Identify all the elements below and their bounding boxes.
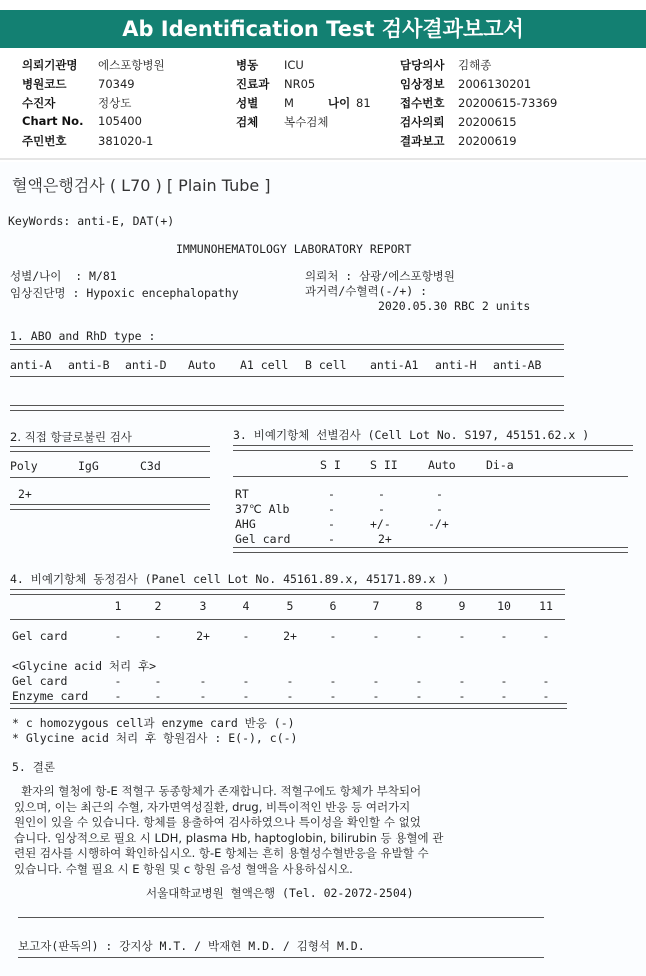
header-field: 의뢰기관명 에스포항병원 bbox=[22, 58, 165, 72]
panel-col-header: 2 bbox=[154, 599, 162, 613]
panel-cell: - bbox=[415, 629, 423, 643]
screen-cell: 2+ bbox=[378, 532, 392, 546]
panel-title: 4. 비예기항체 동정검사 (Panel cell Lot No. 45161.89.x, 45171.89.x ) bbox=[10, 572, 450, 586]
double-rule bbox=[10, 703, 567, 709]
header-field: 결과보고 20200619 bbox=[400, 134, 517, 148]
glycine-cell: - bbox=[242, 689, 250, 703]
note: * Glycine acid 처리 후 항원검사 : E(-), c(-) bbox=[12, 731, 298, 745]
panel-cell: - bbox=[242, 629, 250, 643]
abo-col: anti-AB bbox=[493, 358, 542, 372]
screen-cell: - bbox=[436, 502, 443, 516]
abo-title: 1. ABO and RhD type : bbox=[10, 329, 156, 343]
screen-row-name: Gel card bbox=[235, 532, 291, 546]
conclusion-line: 습니다. 임상적으로 필요 시 LDH, plasma Hb, haptoglobin, bilirubin 등 용혈에 관 bbox=[14, 830, 444, 845]
sex-age: 성별/나이 : M/81 bbox=[10, 269, 117, 283]
glycine-cell: - bbox=[329, 674, 337, 688]
panel-col-header: 8 bbox=[415, 599, 423, 613]
dat-value: 2+ bbox=[18, 487, 32, 501]
panel-col-header: 10 bbox=[497, 599, 511, 613]
rule bbox=[18, 957, 544, 958]
glycine-cell: - bbox=[372, 689, 380, 703]
lab-title: IMMUNOHEMATOLOGY LABORATORY REPORT bbox=[176, 242, 412, 256]
header-field: 접수번호 20200615-73369 bbox=[400, 96, 558, 110]
transfusion-history-value: 2020.05.30 RBC 2 units bbox=[378, 299, 531, 313]
screen-row-name: 37℃ Alb bbox=[235, 502, 290, 516]
header-field: 병동 ICU bbox=[236, 58, 304, 72]
screen-col: S II bbox=[370, 458, 398, 472]
panel-col-header: 11 bbox=[539, 599, 553, 613]
panel-col-header: 4 bbox=[242, 599, 250, 613]
abo-col: A1 cell bbox=[240, 358, 289, 372]
dat-col: Poly bbox=[10, 459, 38, 473]
glycine-cell: - bbox=[199, 674, 207, 688]
panel-col-header: 1 bbox=[114, 599, 122, 613]
glycine-cell: - bbox=[114, 689, 122, 703]
panel-col-header: 9 bbox=[458, 599, 466, 613]
rule bbox=[10, 376, 564, 377]
header-field: 병원코드 70349 bbox=[22, 77, 135, 91]
header-field: 임상정보 2006130201 bbox=[400, 77, 532, 91]
glycine-cell: - bbox=[500, 689, 508, 703]
conclusion-line: 원인이 있을 수 있습니다. 항체를 용출하여 검사하였으나 특이성을 확인할 수 없었 bbox=[14, 815, 421, 829]
abo-col: anti-B bbox=[68, 358, 110, 372]
header-field: 검체 복수검체 bbox=[236, 115, 329, 129]
double-rule bbox=[10, 344, 564, 350]
transfusion-history: 과거력/수혈력(-/+) : bbox=[305, 284, 428, 298]
glycine-cell: - bbox=[542, 674, 550, 688]
glycine-cell: - bbox=[286, 689, 294, 703]
screen-cell: - bbox=[328, 502, 335, 516]
header-field: 담당의사 김해종 bbox=[400, 58, 492, 72]
dat-col: C3d bbox=[140, 459, 161, 473]
panel-cell: - bbox=[372, 629, 380, 643]
double-rule bbox=[10, 504, 210, 510]
reporter: 보고자(판독의) : 강지상 M.T. / 박재현 M.D. / 김형석 M.D. bbox=[18, 939, 365, 953]
glycine-cell: - bbox=[458, 689, 466, 703]
clinical-diagnosis: 임상진단명 : Hypoxic encephalopathy bbox=[10, 286, 239, 300]
rule bbox=[10, 619, 565, 620]
rule bbox=[233, 476, 628, 477]
glycine-cell: - bbox=[154, 674, 162, 688]
glycine-cell: - bbox=[199, 689, 207, 703]
glycine-cell: - bbox=[415, 689, 423, 703]
screen-col: S I bbox=[320, 458, 341, 472]
panel-cell: - bbox=[500, 629, 508, 643]
panel-col-header: 7 bbox=[372, 599, 380, 613]
screen-cell: - bbox=[328, 532, 335, 546]
conclusion-line: 련된 검사를 시행하여 확인하십시오. 항-E 항체는 흔히 용혈성수혈반응을 유발할 수 bbox=[14, 846, 429, 860]
referral: 의뢰처 : 삼광/에스포항병원 bbox=[305, 269, 455, 283]
double-rule bbox=[233, 445, 633, 451]
glycine-cell: - bbox=[500, 674, 508, 688]
rule bbox=[10, 477, 210, 478]
header-field: 나이 81 bbox=[328, 96, 371, 110]
screen-cell: - bbox=[378, 487, 385, 501]
glycine-row-name: Gel card bbox=[12, 674, 68, 688]
screen-col: Di-a bbox=[486, 458, 514, 472]
screen-cell: - bbox=[436, 487, 443, 501]
header-field: 성별 M bbox=[236, 96, 294, 110]
report-title: Ab Identification Test 검사결과보고서 bbox=[0, 10, 646, 48]
dat-title: 2. 직접 항글로불린 검사 bbox=[10, 430, 132, 444]
panel-col-header: 3 bbox=[199, 599, 207, 613]
header-field: 주민번호 381020-1 bbox=[22, 134, 154, 148]
screen-row-name: AHG bbox=[235, 517, 256, 531]
abo-col: anti-A1 bbox=[370, 358, 419, 372]
panel-cell: - bbox=[458, 629, 466, 643]
panel-cell: - bbox=[114, 629, 122, 643]
double-rule bbox=[233, 547, 628, 553]
panel-cell: - bbox=[154, 629, 162, 643]
panel-cell: 2+ bbox=[196, 629, 210, 643]
abo-col: Auto bbox=[188, 358, 216, 372]
screen-col: Auto bbox=[428, 458, 456, 472]
abo-col: anti-D bbox=[125, 358, 167, 372]
conclusion-line: 환자의 혈청에 항-E 적혈구 동종항체가 존재합니다. 적혈구에도 항체가 부착되어 bbox=[14, 784, 422, 798]
glycine-cell: - bbox=[415, 674, 423, 688]
panel-cell: - bbox=[329, 629, 337, 643]
note: * c homozygous cell과 enzyme card 반응 (-) bbox=[12, 716, 295, 730]
report-header bbox=[0, 55, 646, 155]
screen-row-name: RT bbox=[235, 487, 249, 501]
conclusion-title: 5. 결론 bbox=[12, 760, 55, 774]
glycine-cell: - bbox=[458, 674, 466, 688]
header-field: Chart No. 105400 bbox=[22, 114, 142, 128]
keywords: KeyWords: anti-E, DAT(+) bbox=[8, 214, 175, 228]
double-rule bbox=[10, 589, 565, 595]
section-title: 혈액은행검사 ( L70 ) [ Plain Tube ] bbox=[12, 176, 271, 195]
double-rule bbox=[10, 446, 210, 452]
abo-col: anti-A bbox=[10, 358, 52, 372]
glycine-cell: - bbox=[154, 689, 162, 703]
panel-cell: 2+ bbox=[283, 629, 297, 643]
rule bbox=[18, 917, 544, 918]
screen-cell: - bbox=[328, 517, 335, 531]
header-field: 진료과 NR05 bbox=[236, 77, 316, 91]
glycine-cell: - bbox=[329, 689, 337, 703]
panel-row-name: Gel card bbox=[12, 629, 68, 643]
header-field: 검사의뢰 20200615 bbox=[400, 115, 517, 129]
panel-cell: - bbox=[542, 629, 550, 643]
double-rule bbox=[10, 405, 564, 411]
conclusion-line: 있으며, 이는 최근의 수혈, 자가면역성질환, drug, 비특이적인 반응 등 여러가지 bbox=[14, 799, 411, 814]
screen-cell: -/+ bbox=[428, 517, 449, 531]
abo-col: B cell bbox=[305, 358, 347, 372]
header-divider bbox=[0, 158, 646, 160]
report-body bbox=[0, 162, 646, 976]
institution: 서울대학교병원 혈액은행 (Tel. 02-2072-2504) bbox=[146, 886, 414, 900]
panel-col-header: 6 bbox=[329, 599, 337, 613]
glycine-row-name: Enzyme card bbox=[12, 689, 89, 703]
screen-cell: +/- bbox=[370, 517, 391, 531]
screen-cell: - bbox=[328, 487, 335, 501]
glycine-cell: - bbox=[242, 674, 250, 688]
glycine-cell: - bbox=[114, 674, 122, 688]
glycine-title: <Glycine acid 처리 후> bbox=[12, 659, 157, 673]
dat-col: IgG bbox=[78, 459, 99, 473]
screen-title: 3. 비예기항체 선별검사 (Cell Lot No. S197, 45151.62.x ) bbox=[233, 428, 590, 442]
glycine-cell: - bbox=[286, 674, 294, 688]
conclusion-line: 있습니다. 수혈 필요 시 E 항원 및 c 항원 음성 혈액을 사용하십시오. bbox=[14, 861, 353, 876]
panel-col-header: 5 bbox=[286, 599, 294, 613]
glycine-cell: - bbox=[372, 674, 380, 688]
glycine-cell: - bbox=[542, 689, 550, 703]
screen-cell: - bbox=[378, 502, 385, 516]
header-field: 수진자 정상도 bbox=[22, 96, 132, 110]
abo-col: anti-H bbox=[435, 358, 477, 372]
